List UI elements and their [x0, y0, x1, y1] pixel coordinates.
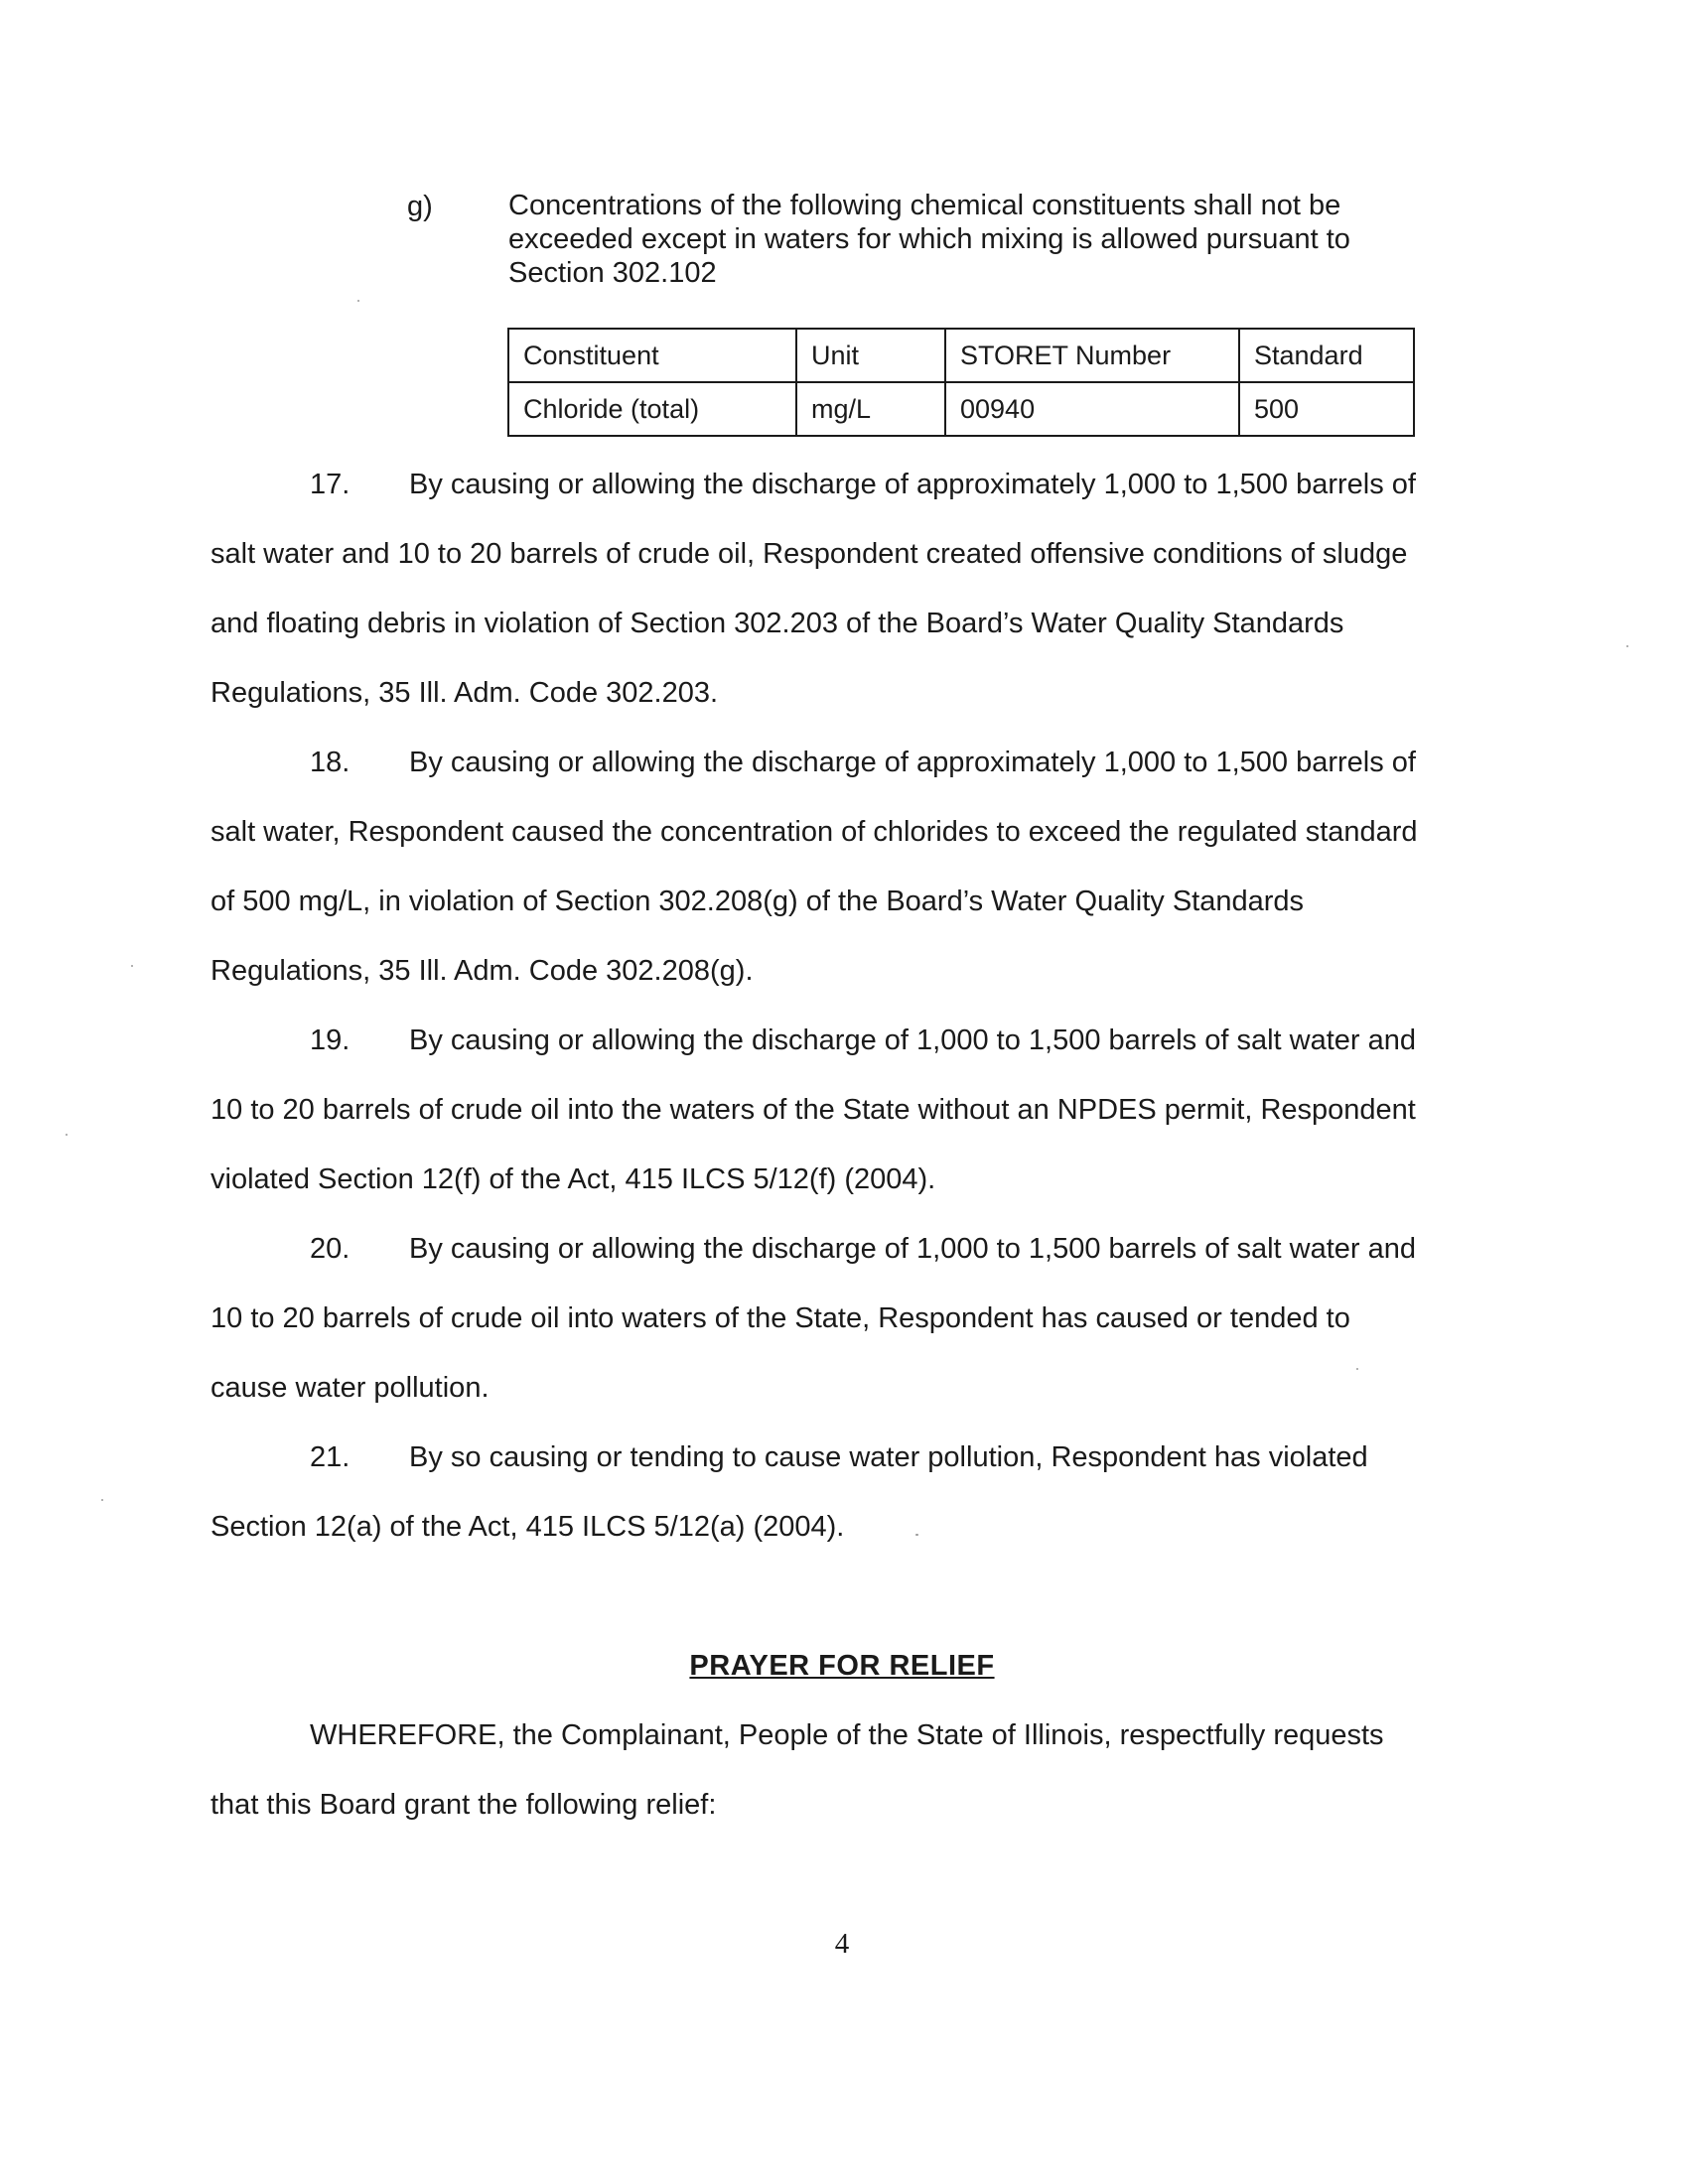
- paragraph-number: 19.: [310, 1024, 351, 1056]
- scan-speck: [66, 1134, 68, 1136]
- scan-speck: [101, 1499, 103, 1501]
- excerpt-line: exceeded except in waters for which mixing is allowed pursuant to: [508, 223, 1350, 255]
- paragraph-line: salt water and 10 to 20 barrels of crude oil, Respondent created offensive conditions of sludge: [210, 538, 1408, 570]
- paragraph-number: 17.: [310, 469, 351, 500]
- paragraph-first-line: By causing or allowing the discharge of 1,000 to 1,500 barrels of salt water and: [409, 1233, 1416, 1265]
- table-cell: Chloride (total): [508, 382, 796, 436]
- paragraph-first-line: By causing or allowing the discharge of approximately 1,000 to 1,500 barrels of: [409, 469, 1416, 500]
- paragraph-number: 21.: [310, 1441, 351, 1473]
- excerpt-line: Section 302.102: [508, 257, 717, 289]
- table-header-cell: Constituent: [508, 329, 796, 382]
- table-cell: 00940: [945, 382, 1239, 436]
- paragraph-first-line: By causing or allowing the discharge of approximately 1,000 to 1,500 barrels of: [409, 747, 1416, 778]
- paragraph-number: 18.: [310, 747, 351, 778]
- scan-speck: [915, 1534, 918, 1536]
- paragraph-line: Section 12(a) of the Act, 415 ILCS 5/12(a) (2004).: [210, 1511, 845, 1543]
- scan-speck: [1356, 1368, 1358, 1370]
- paragraph-line: Regulations, 35 Ill. Adm. Code 302.208(g).: [210, 955, 754, 987]
- paragraph-line: Regulations, 35 Ill. Adm. Code 302.203.: [210, 677, 719, 709]
- scan-speck: [1626, 645, 1628, 647]
- paragraph-number: 20.: [310, 1233, 351, 1265]
- paragraph-first-line: By causing or allowing the discharge of 1,000 to 1,500 barrels of salt water and: [409, 1024, 1416, 1056]
- excerpt-line: Concentrations of the following chemical constituents shall not be: [508, 190, 1341, 221]
- paragraph-line: and floating debris in violation of Section 302.203 of the Board’s Water Quality Standards: [210, 608, 1344, 639]
- paragraph-line: cause water pollution.: [210, 1372, 490, 1404]
- paragraph-line: violated Section 12(f) of the Act, 415 ILCS 5/12(f) (2004).: [210, 1163, 936, 1195]
- section-heading: PRAYER FOR RELIEF: [689, 1650, 995, 1682]
- table-cell: mg/L: [796, 382, 945, 436]
- scan-speck: [131, 965, 133, 967]
- scan-speck: [357, 300, 359, 302]
- paragraph-line: salt water, Respondent caused the concentration of chlorides to exceed the regulated standard: [210, 816, 1418, 848]
- paragraph-line: of 500 mg/L, in violation of Section 302.208(g) of the Board’s Water Quality Standards: [210, 886, 1305, 917]
- paragraph-first-line: By so causing or tending to cause water pollution, Respondent has violated: [409, 1441, 1368, 1473]
- regulation-excerpt: [508, 189, 1442, 290]
- table-header-cell: Standard: [1239, 329, 1414, 382]
- list-marker: g): [407, 191, 433, 222]
- table-header-cell: STORET Number: [945, 329, 1239, 382]
- paragraph-line: that this Board grant the following relief:: [210, 1789, 717, 1821]
- paragraph-first-line: WHEREFORE, the Complainant, People of the State of Illinois, respectfully requests: [310, 1719, 1384, 1751]
- table-row: [508, 382, 1414, 436]
- table-header-row: [508, 329, 1414, 382]
- chemical-standards-table: [507, 328, 1415, 437]
- paragraph-line: 10 to 20 barrels of crude oil into waters of the State, Respondent has caused or tended to: [210, 1302, 1350, 1334]
- paragraph-line: 10 to 20 barrels of crude oil into the waters of the State without an NPDES permit, Respondent: [210, 1094, 1416, 1126]
- page-number: 4: [834, 1928, 850, 1960]
- table-cell: 500: [1239, 382, 1414, 436]
- table-header-cell: Unit: [796, 329, 945, 382]
